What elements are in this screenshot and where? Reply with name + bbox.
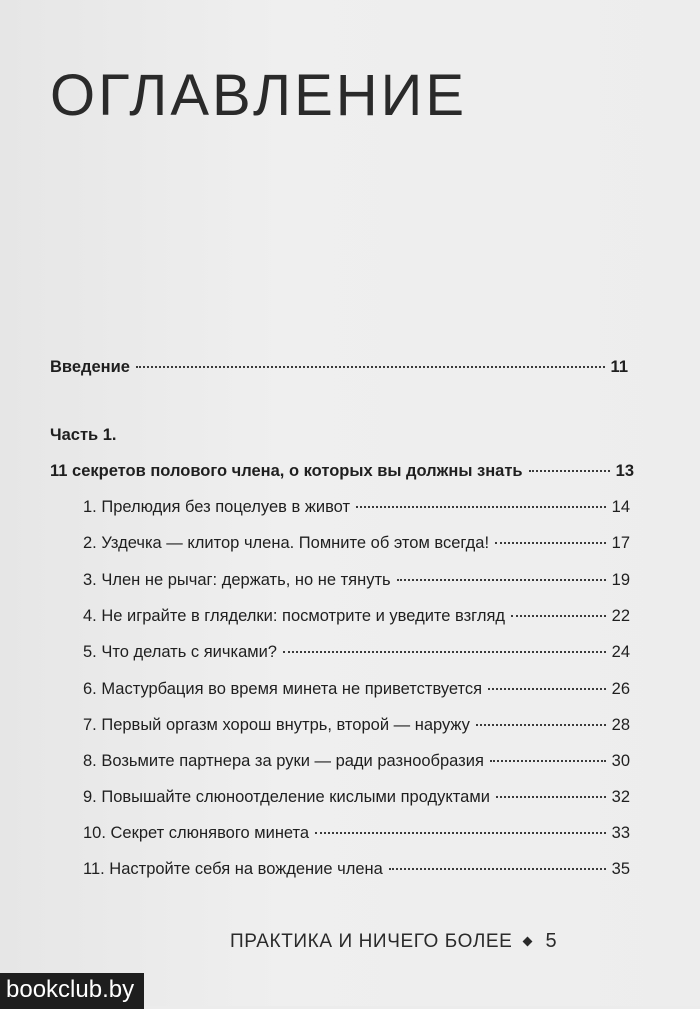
- toc-entry-intro: [50, 358, 628, 377]
- toc-chapter: [83, 752, 630, 771]
- page-footer: [230, 930, 557, 953]
- toc-entry-label: 5. Что делать с яичками?: [83, 643, 277, 661]
- toc-entry-page: 33: [611, 824, 630, 842]
- dot-leader: [496, 796, 606, 798]
- page-title: ОГЛАВЛЕНИЕ: [50, 63, 468, 128]
- toc-chapter: [83, 824, 630, 843]
- toc-entry-page: 35: [611, 860, 630, 878]
- toc-entry-label: 11 секретов полового члена, о которых вы должны знать: [50, 462, 523, 480]
- toc-chapter: [83, 643, 630, 662]
- dot-leader: [136, 366, 605, 368]
- dot-leader: [356, 506, 606, 508]
- toc-entry-label: 8. Возьмите партнера за руки — ради разнообразия: [83, 752, 484, 770]
- toc-entry-label: 7. Первый оргазм хорош внутрь, второй — наружу: [83, 716, 470, 734]
- toc-entry-page: 32: [611, 788, 630, 806]
- dot-leader: [511, 615, 606, 617]
- toc-entry-label: 9. Повышайте слюноотделение кислыми продуктами: [83, 788, 490, 806]
- dot-leader: [476, 724, 606, 726]
- dot-leader: [397, 579, 606, 581]
- diamond-icon: [523, 937, 533, 947]
- toc-entry-page: 22: [611, 607, 630, 625]
- toc-chapter: [83, 607, 630, 626]
- toc-entry-page: 28: [611, 716, 630, 734]
- running-title: ПРАКТИКА И НИЧЕГО БОЛЕЕ: [230, 930, 513, 952]
- toc-entry-page: 26: [611, 680, 630, 698]
- toc-chapter: [83, 498, 630, 517]
- watermark: bookclub.by: [0, 973, 144, 1009]
- toc-entry-label: 4. Не играйте в гляделки: посмотрите и уведите взгляд: [83, 607, 506, 625]
- dot-leader: [488, 688, 606, 690]
- toc-chapter: [83, 716, 630, 735]
- toc-entry-page: 17: [611, 534, 630, 552]
- toc-chapter: [83, 788, 630, 807]
- dot-leader: [283, 651, 606, 653]
- dot-leader: [529, 470, 610, 472]
- dot-leader: [495, 542, 606, 544]
- toc-entry-label: 3. Член не рычаг: держать, но не тянуть: [83, 571, 391, 589]
- toc-entry-label: 2. Уздечка — клитор члена. Помните об этом всегда!: [83, 534, 490, 552]
- toc-entry-label: Введение: [50, 358, 130, 376]
- toc-chapter: [83, 571, 630, 590]
- toc-entry-label: 1. Прелюдия без поцелуев в живот: [83, 498, 351, 516]
- toc-entry-label: 6. Мастурбация во время минета не приветствуется: [83, 680, 483, 698]
- toc-entry-page: 24: [611, 643, 630, 661]
- toc-entry-label: 10. Секрет слюнявого минета: [83, 824, 310, 842]
- dot-leader: [389, 868, 606, 870]
- toc-chapter: [83, 860, 630, 879]
- toc-entry-page: 19: [611, 571, 630, 589]
- toc-entry-page: 30: [611, 752, 630, 770]
- toc-entry-part-1: [50, 462, 634, 481]
- part-label: Часть 1.: [50, 426, 117, 444]
- dot-leader: [490, 760, 606, 762]
- toc-entry-page: 13: [615, 462, 634, 480]
- toc-chapter: [83, 534, 630, 553]
- dot-leader: [315, 832, 606, 834]
- toc-entry-label: 11. Настройте себя на вождение члена: [83, 860, 383, 878]
- toc-entry-page: 11: [610, 358, 628, 376]
- toc-entry-page: 14: [611, 498, 630, 516]
- page-number: 5: [545, 930, 558, 952]
- toc-chapter: [83, 680, 630, 699]
